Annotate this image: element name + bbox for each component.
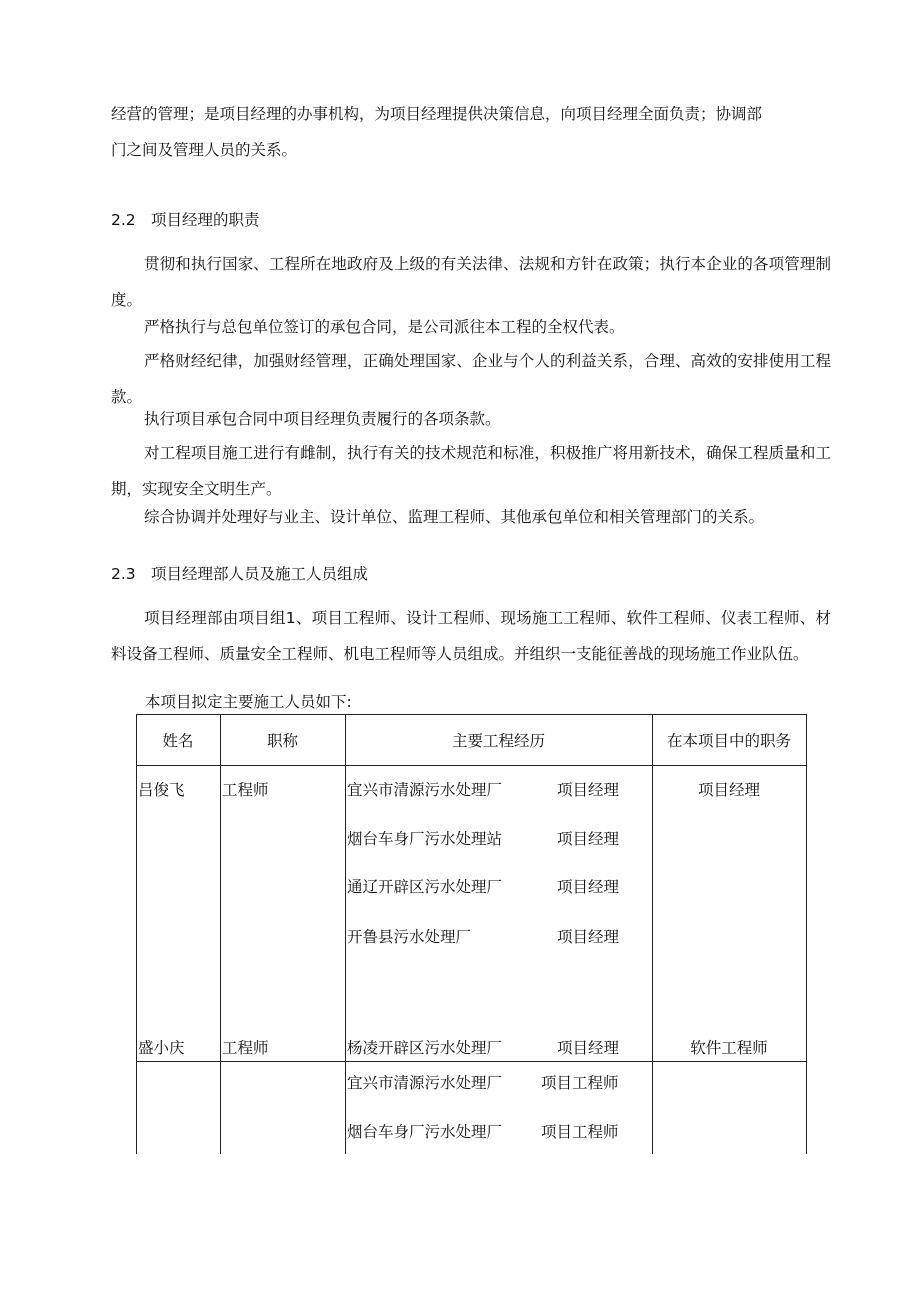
experience-position: 项目工程师 [541, 1074, 619, 1092]
experience-position: 项目经理 [557, 878, 620, 896]
table-border-left [136, 714, 137, 1154]
table-row-divider [136, 1061, 807, 1062]
duty-6: 综合协调并处理好与业主、设计单位、监理工程师、其他承包单位和相关管理部门的关系。 [144, 508, 765, 526]
duty-1: 贯彻和执行国家、工程所在地政府及上级的有关法律、法规和方针在政策；执行本企业的各项管理制度。 [111, 255, 831, 309]
person-name: 盛小庆 [138, 1039, 185, 1057]
experience-position: 项目经理 [557, 1039, 620, 1057]
experience-project: 杨凌开辟区污水处理厂 [347, 1039, 503, 1057]
team-paragraph: 项目经理部由项目组1、项目工程师、设计工程师、现场施工工程师、软件工程师、仪表工程师、材料设备工程师、质量安全工程师、机电工程师等人员组成。并组织一支能征善战的现场施工作业队伍。 [111, 609, 831, 663]
duty-5: 对工程项目施工进行有雌制，执行有关的技术规范和标准，积极推广将用新技术，确保工程质量和工期，实现安全文明生产。 [111, 444, 831, 498]
section-title: 项目经理部人员及施工人员组成 [151, 565, 369, 583]
header-title: 职称 [266, 732, 298, 750]
header-experience: 主要工程经历 [451, 732, 545, 750]
intro-line-2: 门之间及管理人员的关系。 [111, 141, 298, 159]
table-border-top [136, 714, 807, 715]
duty-4: 执行项目承包合同中项目经理负责履行的各项条款。 [144, 410, 501, 428]
table-caption: 本项目拟定主要施工人员如下: [145, 693, 352, 711]
duty-2: 严格执行与总包单位签订的承包合同，是公司派往本工程的全权代表。 [144, 318, 625, 336]
person-role: 软件工程师 [690, 1039, 768, 1057]
header-name: 姓名 [162, 732, 194, 750]
table-col-divider [220, 714, 221, 1154]
experience-project: 通辽开辟区污水处理厂 [347, 878, 503, 896]
experience-project: 宜兴市清源污水处理厂 [347, 1074, 503, 1092]
experience-position: 项目经理 [557, 928, 620, 946]
intro-line-1: 经营的管理；是项目经理的办事机构，为项目经理提供决策信息，向项目经理全面负责；协调部 [111, 105, 763, 123]
experience-project: 烟台车身厂污水处理厂 [347, 1123, 503, 1141]
experience-project: 宜兴市清源污水处理厂 [347, 781, 503, 799]
person-title: 工程师 [222, 781, 269, 799]
section-number: 2.2 [111, 211, 136, 229]
person-title: 工程师 [222, 1039, 269, 1057]
header-role: 在本项目中的职务 [666, 732, 791, 750]
table-col-divider [345, 714, 346, 1154]
person-role: 项目经理 [697, 781, 760, 799]
experience-position: 项目工程师 [541, 1123, 619, 1141]
section-number: 2.3 [111, 565, 136, 583]
experience-project: 开鲁县污水处理厂 [347, 928, 472, 946]
person-name: 吕俊飞 [138, 781, 185, 799]
experience-project: 烟台车身厂污水处理站 [347, 830, 503, 848]
experience-position: 项目经理 [557, 830, 620, 848]
experience-position: 项目经理 [557, 781, 620, 799]
table-header-divider [136, 765, 807, 766]
section-title: 项目经理的职责 [151, 211, 260, 229]
table-border-right [806, 714, 807, 1154]
duty-3: 严格财经纪律，加强财经管理，正确处理国家、企业与个人的利益关系，合理、高效的安排使用工程款。 [111, 352, 831, 406]
